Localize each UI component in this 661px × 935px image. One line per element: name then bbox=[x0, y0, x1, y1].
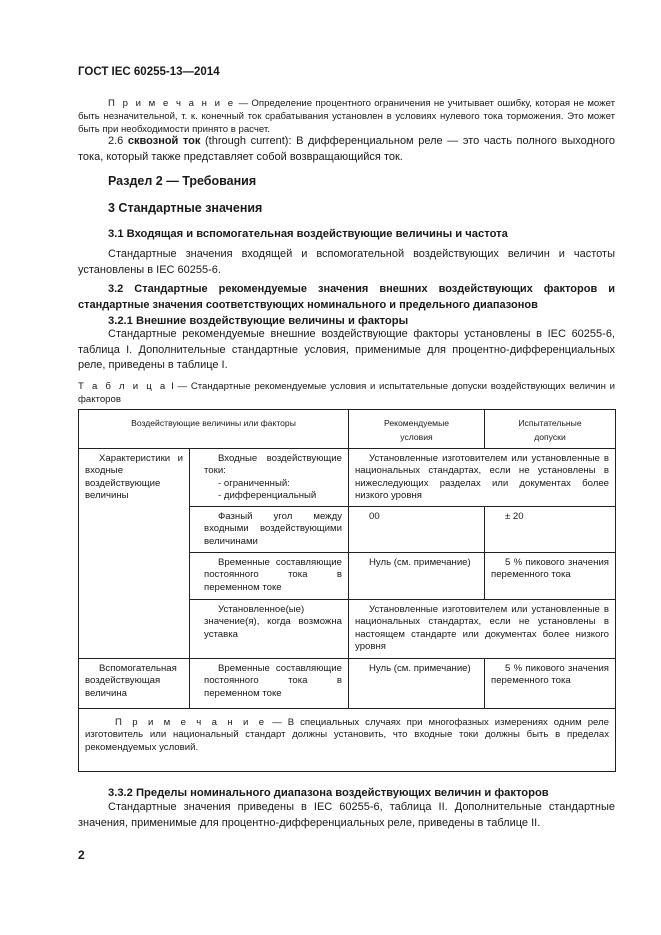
table-note bbox=[79, 709, 616, 772]
definition-term: сквозной ток bbox=[127, 135, 201, 147]
table-note-text: — В специальных случаях при многофазных измерениях одним реле изготовитель или национальный стандарт должны установить, что входные токи должны быть в пределах рекомендуемых условий. bbox=[85, 717, 609, 753]
definition-2-6 bbox=[78, 134, 615, 165]
table-caption-text: I — Стандартные рекомендуемые условия и испытательные допуски воздействующих величин и факторов bbox=[78, 381, 615, 405]
document-header: ГОСТ IEC 60255-13—2014 bbox=[78, 66, 220, 78]
subsection-3-1-title: 3.1 Входящая и вспомогательная воздействующие величины и частота bbox=[108, 228, 508, 240]
table-caption bbox=[78, 380, 615, 406]
note-1 bbox=[78, 97, 615, 136]
table-row-3-factor: Временные составляющие постоянного тока в переменном токе bbox=[190, 553, 349, 600]
section-2-title: Раздел 2 — Требования bbox=[108, 174, 257, 188]
table-row-2-factor: Фазный угол между входными воздействующими величинами bbox=[190, 507, 349, 553]
subsection-3-2-1-text: Стандартные рекомендуемые внешние воздействующие факторы установлены в IEC 60255-6, таблица I. Дополнительные стандартные условия, применимые для процентно-дифференциальных реле, приведены в таблице I. bbox=[78, 328, 615, 371]
table-caption-label: Т а б л и ц а bbox=[78, 381, 168, 392]
definition-text: (through current): В дифференциальном реле — это часть полного выходного тока, который также представляет собой возвращающийся ток. bbox=[78, 135, 615, 163]
table-header-tolerances: Испытательные допуски bbox=[485, 410, 616, 449]
table-row-4-condition: Установленные изготовителем или установленные в национальных стандартах, если не установлены в настоящем стандарте или документах более низкого уровня bbox=[349, 600, 616, 659]
subsection-3-2-title: 3.2 Стандартные рекомендуемые значения внешних воздействующих факторов и стандартные значения соответствующих номинального и предельного диапазонов bbox=[78, 283, 615, 311]
note-1-label: П р и м е ч а н и е bbox=[108, 98, 236, 109]
table-row-1-factor: Входные воздействующие токи: - ограниченный: - дифференциальный bbox=[190, 449, 349, 507]
table-group-auxiliary: Вспомогательная воздействующая величина bbox=[79, 659, 190, 709]
table-row-4-factor: Установленное(ые) значение(я), когда возможна уставка bbox=[190, 600, 349, 659]
subsection-3-3-2-text: Стандартные значения приведены в IEC 60255-6, таблица II. Дополнительные стандартные значения, применимые для процентно-дифференциальных реле, приведены в таблице II. bbox=[78, 801, 615, 829]
table-note-label: П р и м е ч а н и е bbox=[115, 717, 267, 728]
table-row-2-condition: 00 bbox=[349, 507, 485, 553]
subsection-3-3-2-title: 3.3.2 Пределы номинального диапазона воздействующих величин и факторов bbox=[108, 787, 549, 799]
table-group-input: Характеристики и входные воздействующие величины bbox=[79, 449, 190, 659]
table-row-5-condition: Нуль (см. примечание) bbox=[349, 659, 485, 709]
table-row-1-condition: Установленные изготовителем или установленные в национальных стандартах, если не установлены в нижеследующих разделах или документах более низкого уровня bbox=[349, 449, 616, 507]
table-row-5-tolerance: 5 % пикового значения переменного тока bbox=[485, 659, 616, 709]
section-3-title: 3 Стандартные значения bbox=[108, 201, 263, 215]
subsection-3-1-text: Стандартные значения входящей и вспомогательной воздействующих величин и частоты установлены в IEC 60255-6. bbox=[78, 248, 615, 276]
table-row-3-tolerance: 5 % пикового значения переменного тока bbox=[485, 553, 616, 600]
note-1-text: — Определение процентного ограничения не учитывает ошибку, которая не может быть незначительной, т. к. конечный ток срабатывания установлен в условиях нулевого тока торможения. Это может быть при необходимости принято в расчет. bbox=[78, 98, 615, 135]
table-1 bbox=[78, 409, 616, 772]
definition-number: 2.6 bbox=[108, 135, 128, 147]
subsection-3-2-1-title: 3.2.1 Внешние воздействующие величины и факторы bbox=[108, 315, 409, 327]
table-header-factors: Воздействующие величины или факторы bbox=[79, 410, 349, 449]
page-number: 2 bbox=[78, 848, 85, 862]
table-header-conditions: Рекомендуемые условия bbox=[349, 410, 485, 449]
table-row-3-condition: Нуль (см. примечание) bbox=[349, 553, 485, 600]
table-row-2-tolerance: ± 20 bbox=[485, 507, 616, 553]
table-row-5-factor: Временные составляющие постоянного тока в переменном токе bbox=[190, 659, 349, 709]
